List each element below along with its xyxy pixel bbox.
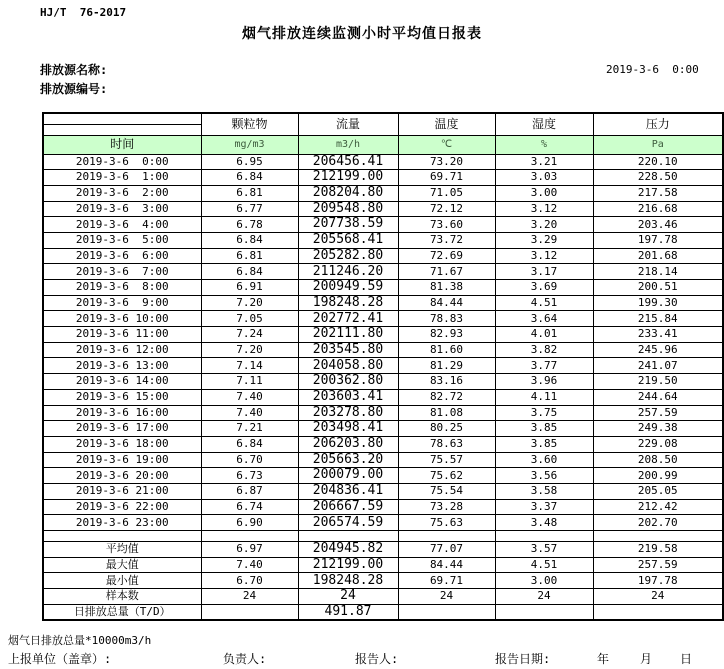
value-cell: 3.60 [495, 452, 593, 468]
value-cell: 3.64 [495, 311, 593, 327]
header-row-top [43, 113, 723, 124]
value-cell: 212199.00 [298, 170, 398, 186]
time-cell: 2019-3-6 1:00 [43, 170, 201, 186]
value-cell: 3.29 [495, 232, 593, 248]
value-cell: 4.51 [495, 295, 593, 311]
value-cell: 6.84 [201, 264, 298, 280]
value-cell: 208.50 [593, 452, 723, 468]
column-header-pressure: 压力 [593, 113, 723, 135]
time-cell: 2019-3-6 5:00 [43, 232, 201, 248]
value-cell: 69.71 [398, 573, 495, 589]
value-cell: 220.10 [593, 154, 723, 170]
value-cell: 203498.41 [298, 421, 398, 437]
month-label: 月 [640, 652, 653, 666]
value-cell: 81.38 [398, 280, 495, 296]
summary-label-cell: 最大值 [43, 557, 201, 573]
data-row [43, 248, 723, 264]
time-cell: 2019-3-6 14:00 [43, 374, 201, 390]
value-cell: 3.82 [495, 342, 593, 358]
time-cell: 2019-3-6 18:00 [43, 436, 201, 452]
value-cell: 3.48 [495, 515, 593, 531]
value-cell: 6.81 [201, 185, 298, 201]
value-cell: 6.77 [201, 201, 298, 217]
value-cell: 6.97 [201, 542, 298, 558]
value-cell: 3.12 [495, 201, 593, 217]
value-cell: 6.90 [201, 515, 298, 531]
time-cell: 2019-3-6 22:00 [43, 499, 201, 515]
value-cell: 198248.28 [298, 573, 398, 589]
value-cell: 71.67 [398, 264, 495, 280]
data-row [43, 170, 723, 186]
value-cell: 72.69 [398, 248, 495, 264]
value-cell: 206456.41 [298, 154, 398, 170]
empty-cell [398, 531, 495, 542]
value-cell: 3.17 [495, 264, 593, 280]
value-cell: 80.25 [398, 421, 495, 437]
time-cell: 2019-3-6 0:00 [43, 154, 201, 170]
value-cell: 81.08 [398, 405, 495, 421]
value-cell: 7.20 [201, 295, 298, 311]
column-header-temperature: 温度 [398, 113, 495, 135]
summary-label-cell: 平均值 [43, 542, 201, 558]
value-cell: 241.07 [593, 358, 723, 374]
value-cell: 82.72 [398, 389, 495, 405]
unit-cell-temperature: ℃ [398, 135, 495, 154]
value-cell: 203603.41 [298, 389, 398, 405]
summary-label-cell: 样本数 [43, 589, 201, 605]
empty-cell [43, 531, 201, 542]
summary-row [43, 542, 723, 558]
value-cell: 84.44 [398, 557, 495, 573]
data-row [43, 280, 723, 296]
value-cell: 204945.82 [298, 542, 398, 558]
value-cell: 4.01 [495, 327, 593, 343]
value-cell: 7.40 [201, 557, 298, 573]
value-cell: 216.68 [593, 201, 723, 217]
summary-row [43, 573, 723, 589]
value-cell: 205.05 [593, 483, 723, 499]
value-cell: 200.99 [593, 468, 723, 484]
value-cell: 204058.80 [298, 358, 398, 374]
standard-number: HJ/T 76-2017 [40, 6, 127, 19]
report-datetime: 2019-3-6 0:00 [606, 63, 699, 76]
value-cell: 197.78 [593, 232, 723, 248]
value-cell: 6.87 [201, 483, 298, 499]
reporter-label: 报告人: [355, 652, 399, 666]
responsible-label: 负责人: [223, 652, 267, 666]
value-cell: 207738.59 [298, 217, 398, 233]
value-cell: 228.50 [593, 170, 723, 186]
header-spacer-cell [43, 113, 201, 124]
data-row [43, 311, 723, 327]
source-name-label: 排放源名称: [40, 63, 108, 77]
value-cell: 7.20 [201, 342, 298, 358]
value-cell: 73.72 [398, 232, 495, 248]
value-cell: 3.85 [495, 436, 593, 452]
time-cell: 2019-3-6 2:00 [43, 185, 201, 201]
value-cell: 3.69 [495, 280, 593, 296]
time-cell: 2019-3-6 3:00 [43, 201, 201, 217]
value-cell: 233.41 [593, 327, 723, 343]
value-cell [201, 604, 298, 620]
value-cell: 6.78 [201, 217, 298, 233]
value-cell: 7.14 [201, 358, 298, 374]
time-cell: 2019-3-6 21:00 [43, 483, 201, 499]
unit-cell-particulate: mg/m3 [201, 135, 298, 154]
data-row [43, 217, 723, 233]
time-header: 时间 [43, 135, 201, 154]
time-cell: 2019-3-6 20:00 [43, 468, 201, 484]
value-cell: 200362.80 [298, 374, 398, 390]
value-cell: 75.54 [398, 483, 495, 499]
source-id-label: 排放源编号: [40, 82, 108, 96]
value-cell [398, 604, 495, 620]
data-row [43, 264, 723, 280]
value-cell: 75.62 [398, 468, 495, 484]
value-cell: 7.24 [201, 327, 298, 343]
time-cell: 2019-3-6 6:00 [43, 248, 201, 264]
value-cell: 77.07 [398, 542, 495, 558]
value-cell: 202772.41 [298, 311, 398, 327]
data-row [43, 358, 723, 374]
value-cell: 24 [298, 589, 398, 605]
data-row [43, 389, 723, 405]
time-cell: 2019-3-6 13:00 [43, 358, 201, 374]
value-cell: 209548.80 [298, 201, 398, 217]
value-cell: 3.20 [495, 217, 593, 233]
value-cell: 200.51 [593, 280, 723, 296]
summary-row [43, 604, 723, 620]
value-cell: 7.21 [201, 421, 298, 437]
time-cell: 2019-3-6 19:00 [43, 452, 201, 468]
data-row [43, 232, 723, 248]
column-header-particulate: 颗粒物 [201, 113, 298, 135]
unit-cell-humidity: % [495, 135, 593, 154]
value-cell: 7.11 [201, 374, 298, 390]
empty-row [43, 531, 723, 542]
value-cell: 75.63 [398, 515, 495, 531]
value-cell: 24 [495, 589, 593, 605]
empty-cell [201, 531, 298, 542]
separator-body [43, 531, 723, 542]
value-cell: 219.50 [593, 374, 723, 390]
value-cell: 206667.59 [298, 499, 398, 515]
value-cell: 3.12 [495, 248, 593, 264]
value-cell: 199.30 [593, 295, 723, 311]
value-cell: 7.40 [201, 405, 298, 421]
report-unit-label: 上报单位（盖章）: [8, 652, 112, 666]
column-header-flow: 流量 [298, 113, 398, 135]
value-cell: 24 [201, 589, 298, 605]
table-header [43, 113, 723, 154]
empty-cell [593, 531, 723, 542]
value-cell: 206574.59 [298, 515, 398, 531]
value-cell: 3.58 [495, 483, 593, 499]
report-date-label: 报告日期: [495, 652, 551, 666]
column-header-humidity: 湿度 [495, 113, 593, 135]
data-row [43, 201, 723, 217]
value-cell: 229.08 [593, 436, 723, 452]
value-cell: 6.84 [201, 436, 298, 452]
data-row [43, 154, 723, 170]
value-cell: 197.78 [593, 573, 723, 589]
summary-label-cell: 日排放总量（T/D） [43, 604, 201, 620]
value-cell: 3.57 [495, 542, 593, 558]
unit-cell-flow: m3/h [298, 135, 398, 154]
data-row [43, 327, 723, 343]
time-cell: 2019-3-6 15:00 [43, 389, 201, 405]
data-row [43, 436, 723, 452]
data-row [43, 452, 723, 468]
value-cell: 257.59 [593, 557, 723, 573]
data-row [43, 295, 723, 311]
value-cell: 205282.80 [298, 248, 398, 264]
value-cell: 7.40 [201, 389, 298, 405]
value-cell: 206203.80 [298, 436, 398, 452]
time-cell: 2019-3-6 9:00 [43, 295, 201, 311]
empty-cell [495, 531, 593, 542]
value-cell: 200949.59 [298, 280, 398, 296]
value-cell: 6.81 [201, 248, 298, 264]
value-cell: 78.63 [398, 436, 495, 452]
value-cell: 24 [593, 589, 723, 605]
value-cell: 200079.00 [298, 468, 398, 484]
header-spacer-cell [43, 124, 201, 135]
value-cell: 81.60 [398, 342, 495, 358]
value-cell: 72.12 [398, 201, 495, 217]
report-title: 烟气排放连续监测小时平均值日报表 [242, 26, 482, 42]
year-label: 年 [597, 652, 610, 666]
time-cell: 2019-3-6 16:00 [43, 405, 201, 421]
value-cell: 84.44 [398, 295, 495, 311]
time-cell: 2019-3-6 4:00 [43, 217, 201, 233]
value-cell: 3.00 [495, 573, 593, 589]
value-cell: 3.85 [495, 421, 593, 437]
value-cell: 201.68 [593, 248, 723, 264]
value-cell: 204836.41 [298, 483, 398, 499]
value-cell: 208204.80 [298, 185, 398, 201]
summary-rows-body [43, 542, 723, 621]
value-cell: 3.77 [495, 358, 593, 374]
summary-label-cell: 最小值 [43, 573, 201, 589]
value-cell: 69.71 [398, 170, 495, 186]
value-cell: 205568.41 [298, 232, 398, 248]
value-cell: 249.38 [593, 421, 723, 437]
unit-row [43, 135, 723, 154]
time-cell: 2019-3-6 23:00 [43, 515, 201, 531]
value-cell: 73.60 [398, 217, 495, 233]
value-cell: 24 [398, 589, 495, 605]
data-row [43, 499, 723, 515]
value-cell: 198248.28 [298, 295, 398, 311]
value-cell: 205663.20 [298, 452, 398, 468]
value-cell: 217.58 [593, 185, 723, 201]
value-cell: 3.37 [495, 499, 593, 515]
value-cell: 83.16 [398, 374, 495, 390]
value-cell: 3.96 [495, 374, 593, 390]
data-row [43, 405, 723, 421]
data-row [43, 185, 723, 201]
value-cell: 3.03 [495, 170, 593, 186]
data-row [43, 483, 723, 499]
value-cell: 203.46 [593, 217, 723, 233]
value-cell: 6.84 [201, 170, 298, 186]
value-cell: 6.70 [201, 573, 298, 589]
monitoring-table [42, 112, 724, 621]
value-cell: 82.93 [398, 327, 495, 343]
data-row [43, 374, 723, 390]
day-label: 日 [680, 652, 693, 666]
value-cell: 4.51 [495, 557, 593, 573]
value-cell: 212199.00 [298, 557, 398, 573]
value-cell: 6.70 [201, 452, 298, 468]
total-note: 烟气日排放总量*10000m3/h [8, 634, 152, 647]
time-cell: 2019-3-6 8:00 [43, 280, 201, 296]
value-cell: 73.20 [398, 154, 495, 170]
value-cell: 3.75 [495, 405, 593, 421]
time-cell: 2019-3-6 11:00 [43, 327, 201, 343]
data-row [43, 468, 723, 484]
data-row [43, 515, 723, 531]
summary-row [43, 589, 723, 605]
value-cell: 211246.20 [298, 264, 398, 280]
value-cell: 6.95 [201, 154, 298, 170]
value-cell: 215.84 [593, 311, 723, 327]
value-cell: 218.14 [593, 264, 723, 280]
value-cell: 6.74 [201, 499, 298, 515]
value-cell: 491.87 [298, 604, 398, 620]
unit-cell-pressure: Pa [593, 135, 723, 154]
value-cell: 3.00 [495, 185, 593, 201]
value-cell: 219.58 [593, 542, 723, 558]
value-cell: 81.29 [398, 358, 495, 374]
value-cell: 203278.80 [298, 405, 398, 421]
value-cell: 203545.80 [298, 342, 398, 358]
time-cell: 2019-3-6 12:00 [43, 342, 201, 358]
value-cell: 202.70 [593, 515, 723, 531]
value-cell: 75.57 [398, 452, 495, 468]
value-cell: 73.28 [398, 499, 495, 515]
value-cell: 245.96 [593, 342, 723, 358]
value-cell: 6.84 [201, 232, 298, 248]
data-rows-body [43, 154, 723, 531]
value-cell: 202111.80 [298, 327, 398, 343]
summary-row [43, 557, 723, 573]
time-cell: 2019-3-6 10:00 [43, 311, 201, 327]
data-row [43, 342, 723, 358]
value-cell: 6.91 [201, 280, 298, 296]
value-cell: 212.42 [593, 499, 723, 515]
time-cell: 2019-3-6 7:00 [43, 264, 201, 280]
value-cell: 71.05 [398, 185, 495, 201]
data-row [43, 421, 723, 437]
value-cell: 78.83 [398, 311, 495, 327]
value-cell: 3.21 [495, 154, 593, 170]
value-cell: 244.64 [593, 389, 723, 405]
empty-cell [298, 531, 398, 542]
time-cell: 2019-3-6 17:00 [43, 421, 201, 437]
value-cell: 7.05 [201, 311, 298, 327]
value-cell [593, 604, 723, 620]
value-cell [495, 604, 593, 620]
value-cell: 3.56 [495, 468, 593, 484]
value-cell: 4.11 [495, 389, 593, 405]
value-cell: 257.59 [593, 405, 723, 421]
value-cell: 6.73 [201, 468, 298, 484]
